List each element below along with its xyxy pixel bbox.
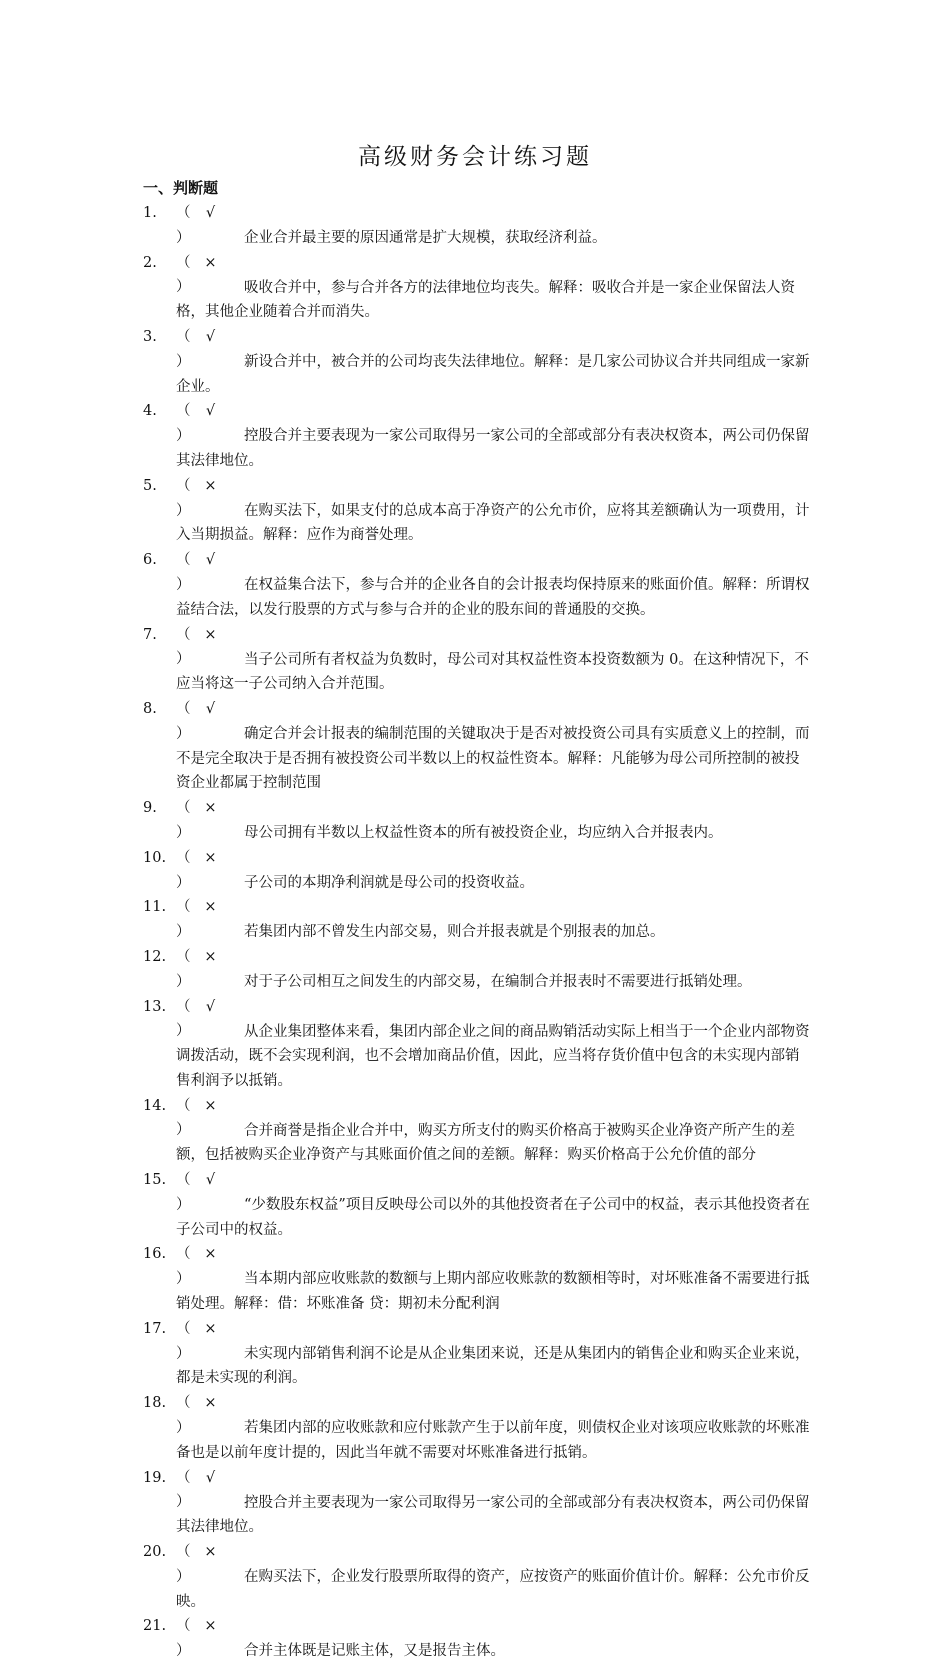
- question-text: 在购买法下，如果支付的总成本高于净资产的公允市价，应将其差额确认为一项费用，计入当期损益。解释：应作为商誉处理。: [176, 502, 810, 544]
- question-text: 新设合并中，被合并的公司均丧失法律地位。解释：是几家公司协议合并共同组成一家新企业。: [176, 353, 810, 395]
- answer-mark: （ ×）: [176, 895, 244, 945]
- answer-symbol: √: [205, 1469, 216, 1486]
- answer-mark: （ ×）: [176, 251, 244, 301]
- question-item: [143, 1242, 813, 1316]
- question-item: [143, 201, 813, 251]
- document-title: 高级财务会计练习题: [358, 144, 592, 170]
- question-item: [143, 895, 813, 945]
- question-item: [143, 796, 813, 846]
- answer-symbol: ×: [204, 1395, 217, 1412]
- answer-mark: （ ×）: [176, 796, 244, 846]
- section-heading: 一、判断题: [143, 179, 219, 197]
- answer-mark: （ ×）: [176, 623, 244, 673]
- question-number: 1.: [143, 205, 157, 221]
- answer-mark: （ √）: [176, 697, 244, 747]
- question-item: [143, 697, 813, 796]
- question-text: 控股合并主要表现为一家公司取得另一家公司的全部或部分有表决权资本，两公司仍保留其法律地位。: [176, 1494, 810, 1536]
- question-item: [143, 399, 813, 473]
- question-text: 若集团内部的应收账款和应付账款产生于以前年度，则债权企业对该项应收账款的坏账准备也是以前年度计提的，因此当年就不需要对坏账准备进行抵销。: [176, 1420, 810, 1461]
- answer-mark: （ ×）: [176, 1391, 244, 1441]
- answer-mark: （ ×）: [176, 1540, 244, 1590]
- answer-symbol: ×: [204, 1320, 217, 1337]
- question-number: 16.: [143, 1246, 167, 1263]
- question-item: [143, 1391, 813, 1465]
- question-item: [143, 1614, 813, 1664]
- answer-symbol: ×: [204, 626, 217, 643]
- answer-mark: （ ×）: [176, 846, 244, 896]
- question-number: 18.: [143, 1395, 167, 1412]
- answer-symbol: ×: [204, 800, 217, 817]
- question-text: 企业合并最主要的原因通常是扩大规模，获取经济利益。: [244, 229, 607, 246]
- question-number: 21.: [143, 1618, 167, 1635]
- answer-symbol: ×: [204, 1618, 217, 1635]
- question-item: [143, 1094, 813, 1168]
- answer-mark: （ ×）: [176, 1094, 244, 1144]
- question-text: 当子公司所有者权益为负数时，母公司对其权益性资本投资数额为 0。在这种情况下，不应当将这一子公司纳入合并范围。: [176, 651, 809, 693]
- question-text: 当本期内部应收账款的数额与上期内部应收账款的数额相等时，对坏账准备不需要进行抵销处理。解释：借：坏账准备 贷：期初未分配利润: [176, 1271, 810, 1313]
- question-number: 19.: [143, 1469, 167, 1486]
- question-number: 17.: [143, 1320, 167, 1337]
- question-item: [143, 1317, 813, 1391]
- answer-mark: （ √）: [176, 548, 244, 598]
- question-text: 母公司拥有半数以上权益性资本的所有被投资企业，均应纳入合并报表内。: [244, 824, 723, 841]
- question-item: [143, 325, 813, 399]
- question-item: [143, 995, 813, 1094]
- answer-symbol: ×: [204, 477, 217, 494]
- question-text: 在权益集合法下，参与合并的企业各自的会计报表均保持原来的账面价值。解释：所谓权益结合法，以发行股票的方式与参与合并的企业的股东间的普通股的交换。: [176, 576, 810, 618]
- answer-symbol: √: [205, 998, 216, 1015]
- question-number: 10.: [143, 849, 167, 866]
- answer-mark: （ ×）: [176, 1242, 244, 1292]
- answer-symbol: √: [205, 700, 216, 717]
- question-list: [143, 201, 813, 1664]
- answer-mark: （ ×）: [176, 1317, 244, 1367]
- answer-mark: （ ×）: [176, 474, 244, 524]
- question-item: [143, 945, 813, 995]
- question-item: [143, 548, 813, 622]
- question-item: [143, 474, 813, 548]
- answer-symbol: √: [205, 552, 216, 569]
- question-number: 6.: [143, 552, 157, 569]
- answer-symbol: ×: [204, 254, 217, 271]
- answer-mark: （ √）: [176, 399, 244, 449]
- answer-symbol: √: [205, 403, 216, 420]
- question-text: 确定合并会计报表的编制范围的关键取决于是否对被投资公司具有实质意义上的控制，而不是完全取决于是否拥有被投资公司半数以上的权益性资本。解释：凡能够为母公司所控制的被投资企业都属于控制范围: [176, 725, 810, 792]
- question-number: 8.: [143, 700, 157, 717]
- question-number: 2.: [143, 254, 157, 271]
- question-text: 合并主体既是记账主体，又是报告主体。: [244, 1643, 505, 1660]
- answer-mark: （ √）: [176, 995, 244, 1045]
- question-number: 20.: [143, 1544, 167, 1561]
- answer-symbol: ×: [204, 1097, 217, 1114]
- answer-symbol: √: [205, 1172, 216, 1189]
- question-number: 14.: [143, 1097, 167, 1114]
- question-number: 11.: [143, 899, 167, 916]
- answer-symbol: ×: [204, 948, 217, 965]
- question-text: 合并商誉是指企业合并中，购买方所支付的购买价格高于被购买企业净资产所产生的差额，包括被购买企业净资产与其账面价值之间的差额。解释：购买价格高于公允价值的部分: [176, 1122, 795, 1164]
- question-number: 9.: [143, 800, 157, 817]
- answer-symbol: ×: [204, 849, 217, 866]
- question-number: 5.: [143, 477, 157, 494]
- question-text: 若集团内部不曾发生内部交易，则合并报表就是个别报表的加总。: [244, 924, 665, 941]
- question-text: 子公司的本期净利润就是母公司的投资收益。: [244, 874, 534, 891]
- answer-mark: （ √）: [176, 325, 244, 375]
- answer-symbol: ×: [204, 1544, 217, 1561]
- question-text: 吸收合并中，参与合并各方的法律地位均丧失。解释：吸收合并是一家企业保留法人资格，其他企业随着合并而消失。: [176, 279, 795, 321]
- question-text: 从企业集团整体来看，集团内部企业之间的商品购销活动实际上相当于一个企业内部物资调拨活动，既不会实现利润，也不会增加商品价值，因此，应当将存货价值中包含的未实现内部销售利润予以抵销。: [176, 1023, 810, 1089]
- question-number: 4.: [143, 403, 157, 420]
- answer-symbol: √: [205, 205, 216, 221]
- answer-symbol: ×: [204, 1246, 217, 1263]
- question-number: 13.: [143, 998, 167, 1015]
- question-text: “少数股东权益”项目反映母公司以外的其他投资者在子公司中的权益，表示其他投资者在子公司中的权益。: [176, 1196, 810, 1238]
- question-text: 对于子公司相互之间发生的内部交易，在编制合并报表时不需要进行抵销处理。: [244, 973, 752, 990]
- answer-mark: （ ×）: [176, 1614, 244, 1664]
- question-number: 12.: [143, 948, 167, 965]
- question-item: [143, 251, 813, 325]
- question-text: 在购买法下，企业发行股票所取得的资产，应按资产的账面价值计价。解释：公允市价反映。: [176, 1568, 810, 1610]
- question-item: [143, 1540, 813, 1614]
- question-item: [143, 623, 813, 697]
- question-number: 15.: [143, 1172, 167, 1189]
- question-item: [143, 1466, 813, 1540]
- answer-symbol: √: [205, 328, 216, 345]
- question-number: 3.: [143, 328, 157, 345]
- question-item: [143, 1168, 813, 1242]
- answer-mark: （ √）: [176, 1168, 244, 1218]
- question-text: 控股合并主要表现为一家公司取得另一家公司的全部或部分有表决权资本，两公司仍保留其法律地位。: [176, 428, 810, 469]
- question-item: [143, 846, 813, 896]
- question-number: 7.: [143, 626, 157, 643]
- answer-mark: （ ×）: [176, 945, 244, 995]
- answer-mark: （ √）: [176, 201, 244, 251]
- question-text: 未实现内部销售利润不论是从企业集团来说，还是从集团内的销售企业和购买企业来说，都是未实现的利润。: [176, 1345, 810, 1387]
- answer-symbol: ×: [204, 899, 217, 916]
- answer-mark: （ √）: [176, 1466, 244, 1516]
